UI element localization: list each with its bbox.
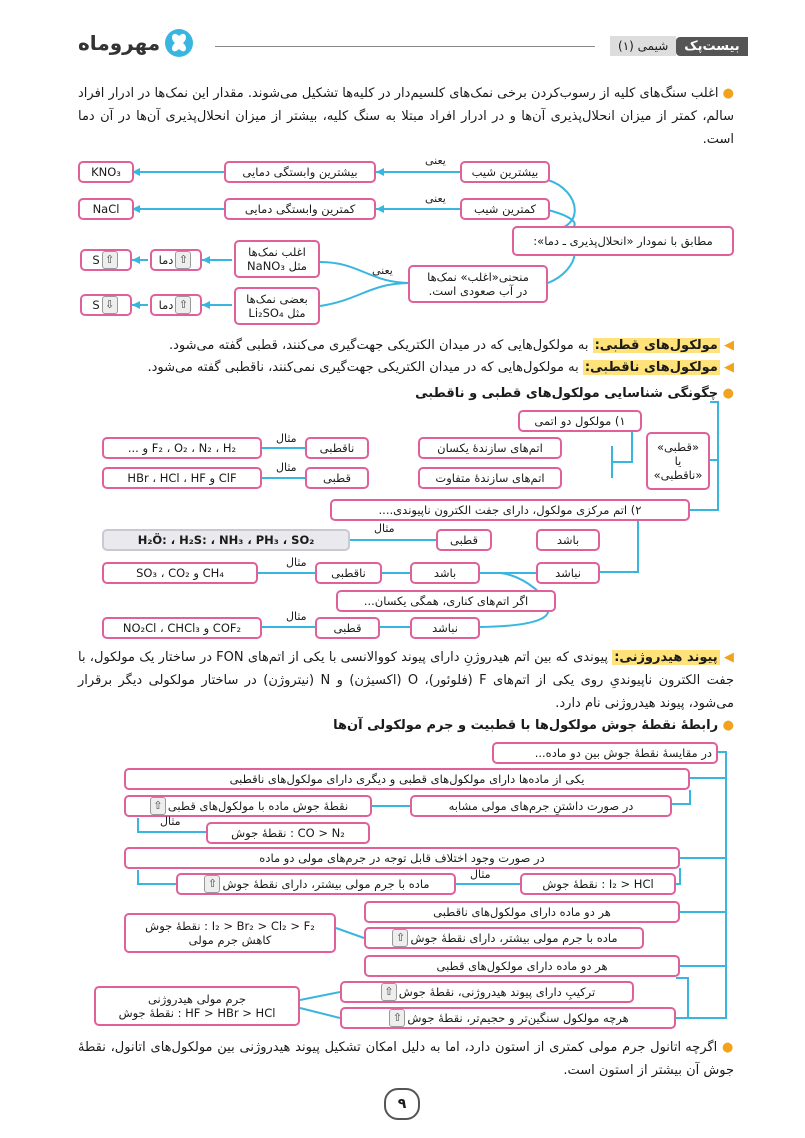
- arrow-up-icon: ⇧: [175, 296, 191, 314]
- hx-box: جرم مولی هیدروژنی HF > HBr > HCl : نقطهٔ جوش: [94, 986, 300, 1026]
- arrow-up-icon: ⇧: [392, 929, 408, 947]
- example-label-7: مثال: [470, 868, 491, 881]
- s-up-box: ⇧ S: [80, 249, 132, 271]
- mass-diff-box: در صورت وجود اختلاف قابل توجه در جرم‌های مولی دو ماده: [124, 847, 680, 869]
- bullet-icon: ●: [722, 718, 734, 733]
- same-mass-box: در صورت داشتنِ جرم‌های مولی مشابه: [410, 795, 672, 817]
- arrow-down-icon: ⇩: [102, 296, 118, 314]
- example-label-1: مثال: [276, 432, 297, 445]
- halogens-box: I₂ > Br₂ > Cl₂ > F₂ : نقطهٔ جوش کاهش جرم مولی: [124, 913, 336, 953]
- both-polar-box: هر دو ماده دارای مولکول‌های قطبی: [364, 955, 680, 977]
- section3-title: ● رابطهٔ نقطهٔ جوش مولکول‌ها با قطبیت و جرم مولکولی آن‌ها: [333, 718, 734, 733]
- example-label-5: مثال: [286, 610, 307, 623]
- steepest-box: بیشترین شیب: [460, 161, 550, 183]
- heavier-box: هرچه مولکول سنگین‌تر و حجیم‌تر، نقطهٔ جوش ⇧: [340, 1007, 676, 1029]
- same-atoms-box: اتم‌های سازندهٔ یکسان: [418, 437, 562, 459]
- has-lonepair-box: باشد: [536, 529, 600, 551]
- most-dependency-box: بیشترین وابستگی دمایی: [224, 161, 376, 183]
- nacl-box: NaCl: [78, 198, 134, 220]
- arrow-up-icon: ⇧: [150, 797, 166, 815]
- bullet-icon: ●: [722, 1040, 734, 1055]
- bp-polar-box: نقطهٔ جوش ماده با مولکول‌های قطبی ⇧: [124, 795, 372, 817]
- hbond-comp-box: ترکیبِ دارای پیوند هیدروژنی، نقطهٔ جوش ⇧: [340, 981, 634, 1003]
- ex-polar-box: ClF و HBr ، HCl ، HF: [102, 467, 262, 489]
- hasnt-box-2: نباشد: [410, 617, 480, 639]
- nonpolar-box-2: ناقطبی: [315, 562, 382, 584]
- solubility-root: مطابق با نمودار «انحلال‌پذیری ـ دما»:: [512, 226, 734, 256]
- bigger-mass-bp-box: ماده با جرم مولی بیشتر، دارای نقطهٔ جوش ⇧: [364, 927, 644, 949]
- triangle-icon: ◀: [723, 650, 735, 665]
- example-label-6: مثال: [160, 815, 181, 828]
- compare-box: در مقایسهٔ نقطهٔ جوش بین دو ماده...: [492, 742, 718, 764]
- polar-box-3: قطبی: [315, 617, 380, 639]
- bullet-icon: ●: [722, 386, 734, 401]
- brand-name: مهروماه: [78, 31, 161, 55]
- co-n2-box: CO > N₂ : نقطهٔ جوش: [206, 822, 370, 844]
- example-label-2: مثال: [276, 461, 297, 474]
- temp-up-box: ⇧ دما: [150, 249, 202, 271]
- polarity-root: «قطبی» یا «ناقطبی»: [646, 432, 710, 490]
- hasnt-lonepair-box: نباشد: [536, 562, 600, 584]
- central-atom-box: ۲) اتم مرکزی مولکول، دارای جفت الکترون ناپیوندی....: [330, 499, 690, 521]
- ex-cof2-box: COF₂ و NO₂Cl ، CHCl₃: [102, 617, 262, 639]
- kno3-box: KNO₃: [78, 161, 134, 183]
- i2-hcl-box: I₂ > HCl : نقطهٔ جوش: [520, 873, 676, 895]
- example-label-3: مثال: [374, 522, 395, 535]
- both-nonpolar-box: هر دو ماده دارای مولکول‌های ناقطبی: [364, 901, 680, 923]
- arrow-up-icon: ⇧: [204, 875, 220, 893]
- curve-note-box: منحنی«اغلب» نمک‌ها در آب صعودی است.: [408, 265, 548, 303]
- hbond-paragraph: ◀ پیوند هیدروژنی: پیوندی که بین اتم هیدروژنِ دارای پیوند کووالانسی با یکی از اتم‌های FON در ساختار یک مولکول، با جفت الکترون ناپیوندیِ روی یکی از اتم‌های F (فلوئور)، O (اکسیژن) و N (نیتروژن) در ساختار مولکولی دیگر برقرار می‌شود، پیوند هیدروژنی نام دارد.: [78, 650, 735, 711]
- triangle-icon: ◀: [724, 338, 734, 353]
- example-label-4: مثال: [286, 556, 307, 569]
- polar-definition: ◀ مولکول‌های قطبی: به مولکول‌هایی که در میدان الکتریکی جهت‌گیری می‌کنند، قطبی گفته می‌شود.: [169, 338, 734, 353]
- outro-paragraph: ● اگرچه اتانول جرم مولی کمتری از استون دارد، اما به دلیل امکان تشکیل پیوند هیدروژنی بین مولکول‌های اتانول، نقطهٔ جوش آن بیشتر از استون است.: [78, 1040, 734, 1078]
- s-down-box: ⇩ S: [80, 294, 132, 316]
- one-polar-box: یکی از ماده‌ها دارای مولکول‌های قطبی و دیگری دارای مولکول‌های ناقطبی: [124, 768, 690, 790]
- temp-up-box-2: ⇧ دما: [150, 294, 202, 316]
- if-same-box: اگر اتم‌های کناری، همگی یکسان...: [336, 590, 556, 612]
- arrow-up-icon: ⇧: [175, 251, 191, 269]
- page-number: ۹: [384, 1088, 420, 1120]
- subject-name: شیمی (۱): [610, 36, 676, 56]
- polar-box-1: قطبی: [305, 467, 369, 489]
- intro-paragraph: ● اغلب سنگ‌های کلیه از رسوب‌کردن برخی نمک‌های کلسیم‌دار در کلیه‌ها تشکیل می‌شوند. مقدار این نمک‌ها در ادرار افراد سالم، کمتر از میزان انحلال‌پذیری آن‌ها و در ادرار افراد مبتلا به سنگ کلیه، بیشتر از میزان انحلال‌پذیری آن‌ها در آن دما است.: [78, 86, 735, 147]
- yani-label-1: یعنی: [425, 154, 446, 167]
- yani-label-3: یعنی: [372, 264, 393, 277]
- polar-box-2: قطبی: [436, 529, 492, 551]
- diff-atoms-box: اتم‌های سازندهٔ متفاوت: [418, 467, 562, 489]
- arrow-up-icon: ⇧: [381, 983, 397, 1001]
- ex-lonepair-box: H₂Ö: ، H₂S: ، NH₃ ، PH₃ ، SO₂: [102, 529, 350, 551]
- most-salts-box: اغلب نمک‌ها مثل NaNO₃: [234, 240, 320, 278]
- arrow-up-icon: ⇧: [102, 251, 118, 269]
- series-name: بیست‌پک: [676, 37, 747, 56]
- bigger-mass-box: ماده با جرم مولی بیشتر، دارای نقطهٔ جوش ⇧: [176, 873, 456, 895]
- nonpolar-box-1: ناقطبی: [305, 437, 369, 459]
- ex-co2-box: CH₄ و SO₃ ، CO₂: [102, 562, 258, 584]
- diatomic-box: ۱) مولکول دو اتمی: [518, 410, 642, 432]
- triangle-icon: ◀: [724, 360, 734, 375]
- nonpolar-definition: ◀ مولکول‌های ناقطبی: به مولکول‌هایی که در میدان الکتریکی جهت‌گیری نمی‌کنند، ناقطبی گفته می‌شود.: [147, 360, 734, 375]
- bullet-icon: ●: [722, 86, 735, 101]
- some-salts-box: بعضی نمک‌ها مثل Li₂SO₄: [234, 287, 320, 325]
- arrow-up-icon: ⇧: [389, 1009, 405, 1027]
- yani-label-2: یعنی: [425, 192, 446, 205]
- has-box-2: باشد: [410, 562, 480, 584]
- least-steep-box: کمترین شیب: [460, 198, 550, 220]
- least-dependency-box: کمترین وابستگی دمایی: [224, 198, 376, 220]
- section2-title: ● چگونگی شناسایی مولکول‌های قطبی و ناقطبی: [415, 386, 734, 401]
- ex-nonpolar-box: F₂ ، O₂ ، N₂ ، H₂ و ...: [102, 437, 262, 459]
